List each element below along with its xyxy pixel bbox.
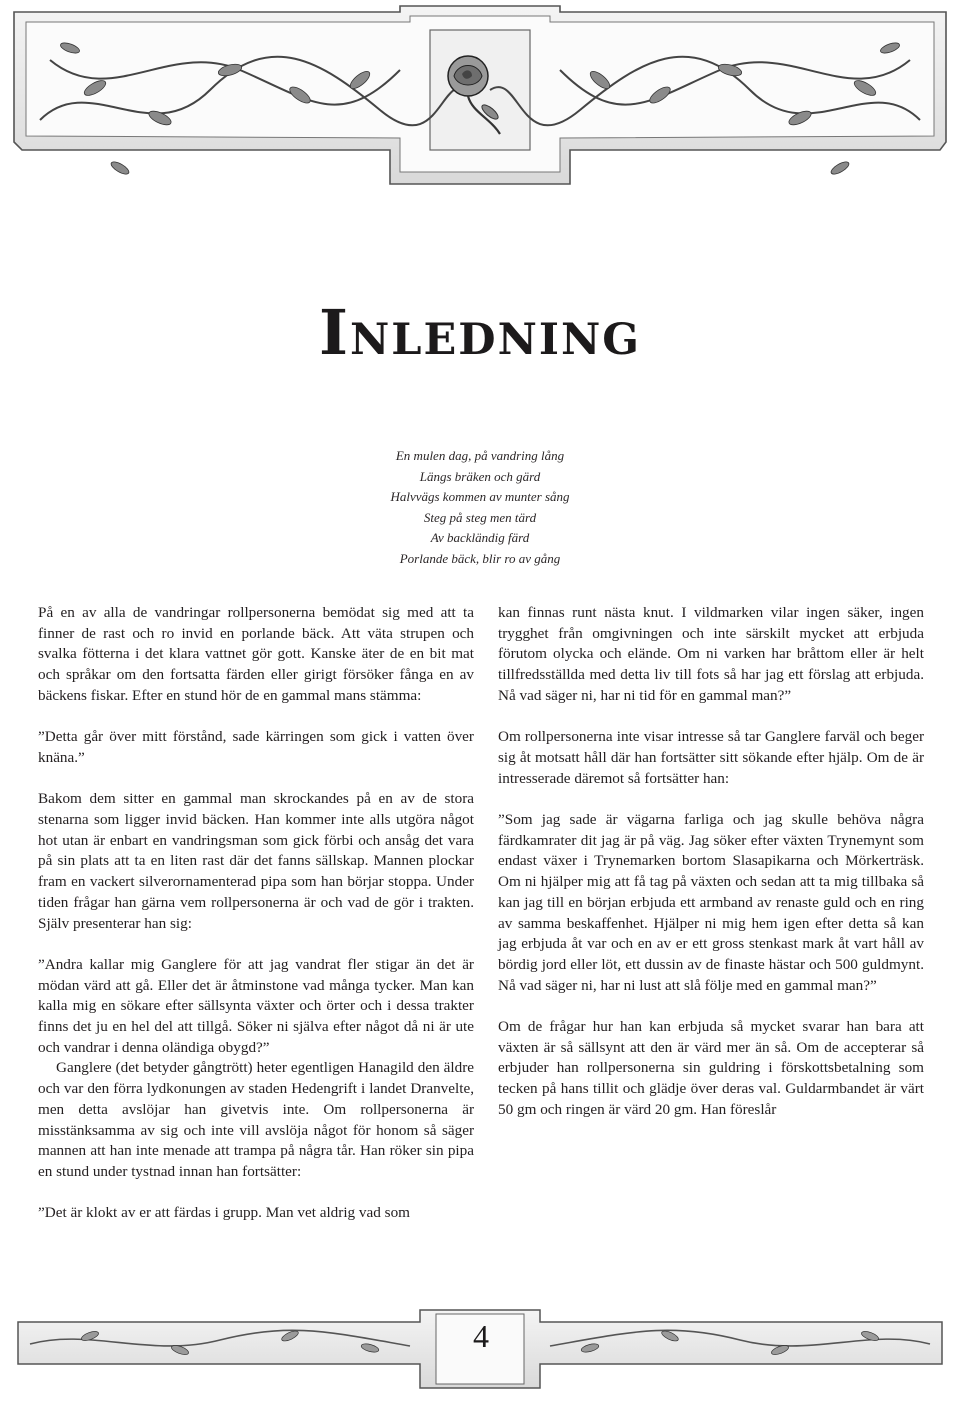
header-vine-border [0, 0, 960, 200]
paragraph: På en av alla de vandringar rollpersonerna bemödat sig med att ta finner de rast och ro invid en porlande bäck. Att väta strupen och svalka fötterna i det klara vattnet gör gott. Kanske äter de en bit mat och språkar om den fortsatta färden eller girigt försöker fånga en av bäckens fiskar. Efter en stund hör de en gammal mans stämma: [38, 604, 474, 704]
paragraph: kan finnas runt nästa knut. I vildmarken vilar ingen säker, ingen trygghet från omgivningen och inte särskilt mycket att erbjuda förutom olycka och elände. Om ni varken har bråttom eller är helt tillfredsställda med detta liv till fots så har jag ett förslag att erbjuda. Nå vad säger ni, har ni tid för en gammal man?” [498, 604, 924, 704]
poem-line: Av backländig färd [430, 530, 530, 545]
poem-line: Porlande bäck, blir ro av gång [399, 550, 561, 566]
quote-paragraph: ”Det är klokt av er att färdas i grupp. Man vet aldrig vad som [38, 1204, 410, 1222]
page-number: 4 [473, 1318, 489, 1354]
paragraph: Bakom dem sitter en gammal man skrockandes på en av de stora stenarna som ligger invid bäcken. Han kommer inte alls utgöra något hot utan är enbart en vandringsman som gick förbi och ansåg det vara på sin plats att ta en liten rast där det fanns sällskap. Mannen plockar fram en vackert silverornamenterad pipa som han börjar stoppa. Under tiden frågar han gärna vem rollpersonerna är och vad de gör i trakten. Själv presenterar han sig: [38, 790, 474, 932]
poem [330, 446, 630, 569]
quote-paragraph: ”Detta går över mitt förstånd, sade kärringen som gick i vatten över knäna.” [38, 728, 474, 766]
right-text-column [498, 603, 924, 1121]
quote-paragraph: ”Andra kallar mig Ganglere för att jag vandrat fler stigar än det är mödan värd att gå. Eller det är åtminstone vad många tycker. Man kan kalla mig en sökare efter sällsynta växter och örter och i dessa trakter finns det ju en hel del att tillgå. Söker ni själva efter något då ni är ute och vandrar i denna oländiga obygd?” [38, 955, 474, 1056]
poem-line: Halvvägs kommen av munter sång [390, 489, 570, 504]
left-text-column [38, 603, 474, 1224]
paragraph: Ganglere (det betyder gångtrött) heter egentligen Hanagild den äldre och var den förra lydkonungen av staden Hedengrift i landet Dranvelte, men detta avslöjar han givetvis inte. Om rollpersonerna är misstänksamma av sig och inte vill avslöja något för honom så säger mannen att han inte menade att trampa på några tår. Han röker sin pipa en stund under tystnad innan han fortsätter: [38, 1059, 474, 1180]
poem-line: Steg på steg men tärd [423, 509, 537, 525]
paragraph: Om de frågar hur han kan erbjuda så mycket svarar han bara att växten är så sällsynt att den är värd mer än så. Om de accepterar så erbjuder han rollpersonerna sin guldring i förskottsbetalning som tecken på hans tillit och glädje över deras val. Guldarmbandet är värt 50 gm och ringen är värd 20 gm. Han föreslår [498, 1018, 924, 1118]
chapter-title: Inledning [318, 296, 642, 369]
poem-line: En mulen dag, på vandring lång [395, 448, 565, 463]
poem-line: Längs bräken och gärd [419, 468, 541, 484]
quote-paragraph: ”Som jag sade är vägarna farliga och jag skulle behöva några färdkamrater dit jag är på väg. Jag söker efter växten Trynemynt som endast växer i Trynemarken bortom Slasapikarna och Mörkerträsk. Om ni hjälper mig att få tag på växten och sedan att ta mig tillbaka så kan jag till en början erbjuda ett armband av renaste guld och en ring av samma beskaffenhet. Hjälper ni mig hem igen efter detta så kan jag erbjuda åt var och en av er ett gross stenkast mark åt vart håll av bördig jord eller löt, ett dussin av de finaste hästar och 500 guldmynt. Nå vad säger ni, har ni lust att slå följe med en gammal man?” [498, 811, 924, 994]
paragraph: Om rollpersonerna inte visar intresse så tar Ganglere farväl och beger sig åt motsatt håll där han fortsätter sitt sökande efter hjälp. Om de är intresserade däremot så fortsätter han: [498, 728, 924, 787]
